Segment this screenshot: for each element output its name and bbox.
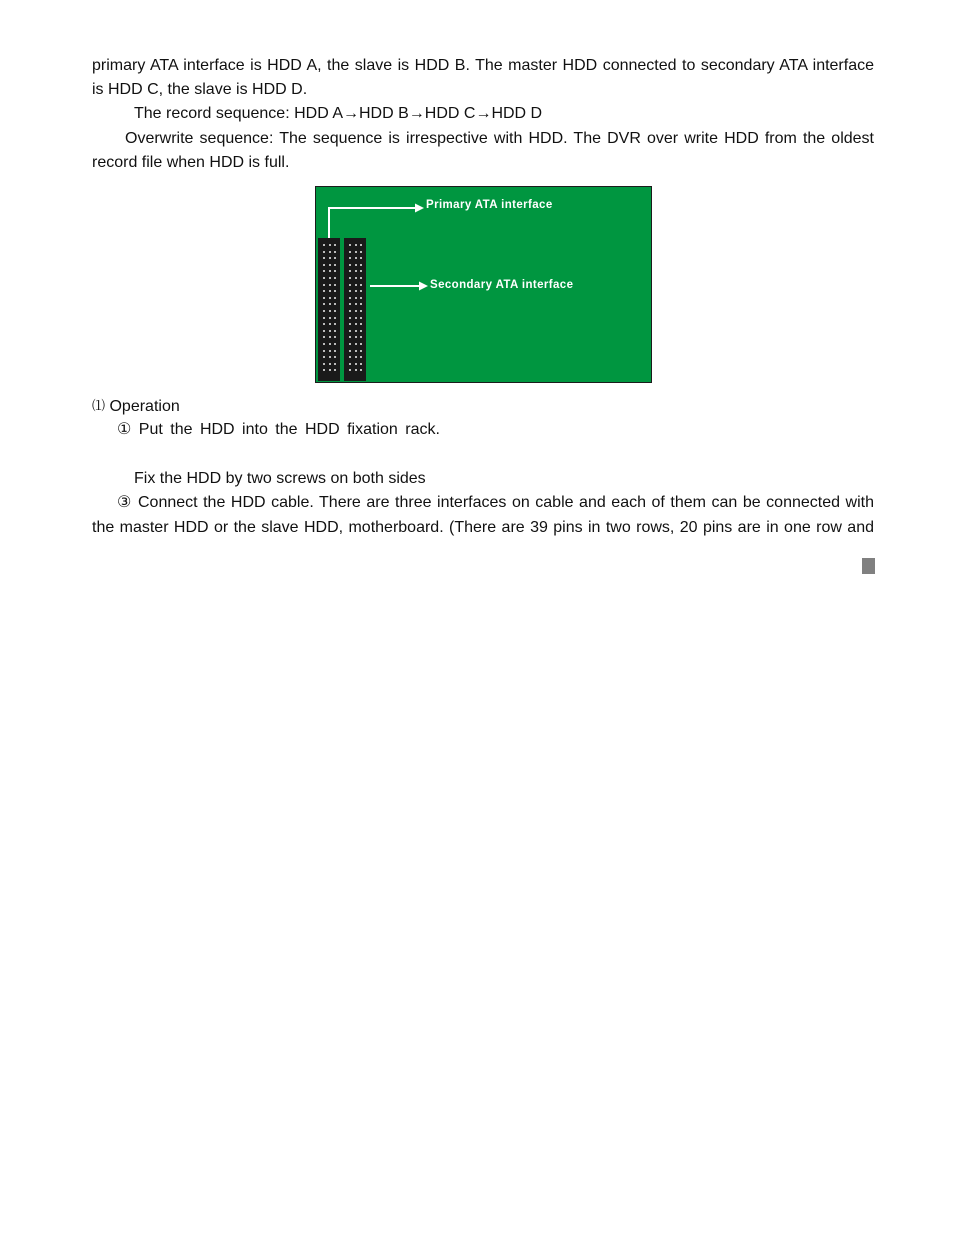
step-2: Fix the HDD by two screws on both sides xyxy=(134,470,426,487)
primary-arrow-head xyxy=(415,204,424,213)
operation-heading xyxy=(92,394,874,419)
step-marker: ③ xyxy=(117,494,133,511)
section-number: ⑴ xyxy=(92,398,106,413)
primary-ata-label: Primary ATA interface xyxy=(426,199,553,211)
secondary-ata-label: Secondary ATA interface xyxy=(430,279,574,291)
paragraph-line: record file when HDD is full. xyxy=(92,154,290,171)
ata-interface-figure xyxy=(315,186,652,383)
operation-title: Operation xyxy=(109,398,180,415)
paragraph-line: is HDD C, the slave is HDD D. xyxy=(92,81,308,98)
step-text: Connect the HDD cable. There are three interfaces on cable and each of them can be connected with xyxy=(137,494,875,511)
step-1 xyxy=(117,418,874,442)
step-3 xyxy=(117,491,874,515)
paragraph-line: the master HDD or the slave HDD, motherboard. (There are 39 pins in two rows, 20 pins are in one row and xyxy=(92,519,874,536)
page-marker xyxy=(862,558,875,574)
step-text: Put the HDD into the HDD fixation rack. xyxy=(138,421,440,438)
secondary-arrow-head xyxy=(419,282,428,291)
step-marker: ① xyxy=(117,421,132,438)
overwrite-sequence-text: Overwrite sequence: The sequence is irrespective with HDD. The DVR over write HDD from the oldest xyxy=(125,130,874,147)
primary-arrow-line xyxy=(329,208,416,238)
paragraph-line: primary ATA interface is HDD A, the slave is HDD B. The master HDD connected to secondary ATA interface xyxy=(92,57,874,74)
record-sequence-text: The record sequence: HDD A→HDD B→HDD C→HDD D xyxy=(134,105,543,122)
